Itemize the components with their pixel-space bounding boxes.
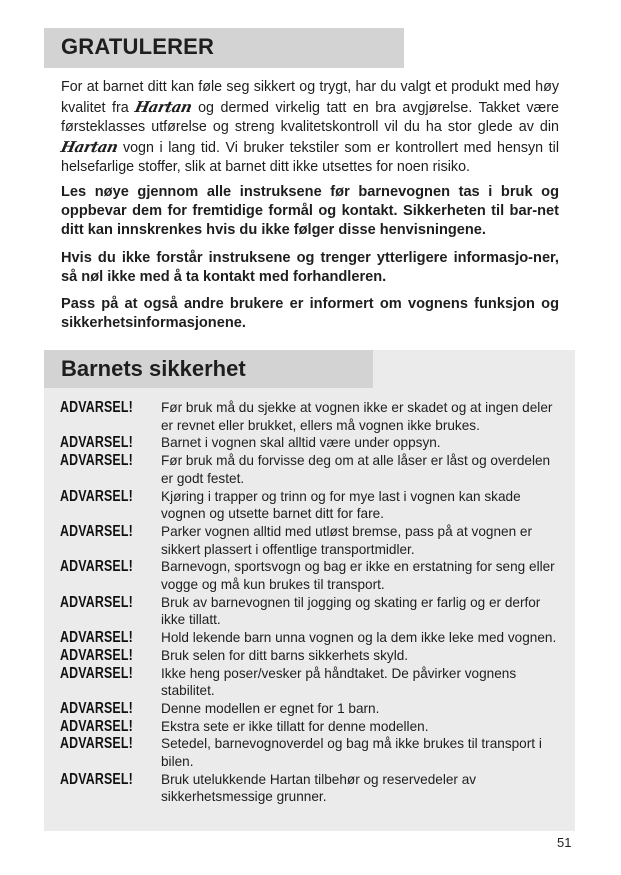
heading-safety-box [44,350,373,388]
warning-label: ADVARSEL! [60,699,133,717]
warning-label: ADVARSEL! [60,646,133,664]
bold-paragraph: Hvis du ikke forstår instruksene og trenger ytterligere informasjo-ner, så nøl ikke med å ta kontakt med forhandleren. [61,250,559,285]
hartan-logo: Hartan [59,137,120,156]
warning-item [60,665,560,700]
bold-paragraph: Les nøye gjennom alle instruksene før barnevognen tas i bruk og oppbevar dem for fremtidige formål og kontakt. Sikkerheten til bar-net ditt kan innskrenkes hvis du ikke følger disse henvisningene. [61,184,559,238]
warning-item [60,452,560,487]
warning-label: ADVARSEL! [60,717,133,735]
warning-text: Før bruk må du forvisse deg om at alle låser er låst og overdelen er godt festet. [161,453,551,486]
warning-label: ADVARSEL! [60,593,133,611]
warning-item [60,523,560,558]
warning-label: ADVARSEL! [60,434,133,452]
bold-paragraph: Pass på at også andre brukere er informert om vognens funksjon og sikkerhetsinformasjonene. [61,296,559,331]
warning-text: Bruk utelukkende Hartan tilbehør og reservedeler av sikkerhetsmessige grunner. [161,771,477,805]
warning-label: ADVARSEL! [60,522,133,540]
warning-text: Ikke heng poser/vesker på håndtaket. De påvirker vognens stabilitet. [161,665,517,699]
warning-label: ADVARSEL! [60,664,133,682]
warning-label: ADVARSEL! [60,399,133,416]
warning-label: ADVARSEL! [60,558,133,576]
page-number: 51 [557,835,572,850]
heading-safety: Barnets sikkerhet [61,356,246,381]
hartan-logo: Hartan [133,97,194,116]
warning-item [60,629,560,647]
warning-label: ADVARSEL! [60,629,133,647]
warning-text: Kjøring i trapper og trinn og for mye last i vognen kan skade vognen og utsette barnet ditt for fare. [161,488,521,522]
warning-text: Setedel, barnevognoverdel og bag må ikke brukes til transport i bilen. [161,736,542,770]
warning-text: Ekstra sete er ikke tillatt for denne modellen. [161,718,429,734]
intro-text-3: vogn i lang tid. Vi bruker tekstiler som er kontrollert med hensyn til helsefarlige stoffer, slik at barnet ditt ikke utsettes for noen risiko. [61,139,559,176]
warning-item [60,594,560,629]
warning-item [60,488,560,523]
warning-list [60,399,560,806]
warning-label: ADVARSEL! [60,452,133,470]
warning-label: ADVARSEL! [60,735,133,753]
heading-gratulerer: GRATULERER [61,34,215,59]
warning-text: Hold lekende barn unna vognen og la dem ikke leke med vognen. [161,630,557,646]
heading-gratulerer-box [44,28,404,68]
warning-item [60,558,560,593]
warning-item [60,771,560,806]
warning-text: Bruk av barnevognen til jogging og skating er farlig og er derfor ikke tillatt. [161,594,541,628]
warning-label: ADVARSEL! [60,770,133,788]
warning-text: Denne modellen er egnet for 1 barn. [161,700,380,716]
warning-item [60,735,560,770]
warning-text: Før bruk må du sjekke at vognen ikke er skadet og at ingen deler er revnet eller brukket, ellers må vognen ikke brukes. [161,400,553,433]
warning-item [60,700,560,718]
warning-text: Barnevogn, sportsvogn og bag er ikke en erstatning for seng eller vogge og må kun brukes til transport. [161,559,555,593]
intro-text-1: For at barnet ditt kan føle seg sikkert og trygt, har du valgt et produkt med høy kvalitet fra [61,79,559,116]
intro-paragraph [61,78,559,178]
warning-label: ADVARSEL! [60,487,133,505]
warning-text: Bruk selen for ditt barns sikkerhets skyld. [161,647,409,663]
warning-text: Barnet i vognen skal alltid være under oppsyn. [161,435,441,451]
warning-item [60,647,560,665]
warning-item [60,434,560,452]
warning-item [60,718,560,736]
intro-text-2: og dermed virkelig tatt en bra avgjørelse. Takket være førsteklasses utførelse og streng kvalitetskontroll vil du ha stor glede av din [61,99,559,136]
warning-text: Parker vognen alltid med utløst bremse, pass på at vognen er sikkert plassert i offentlige transportmidler. [161,523,533,557]
warning-item [60,399,560,434]
